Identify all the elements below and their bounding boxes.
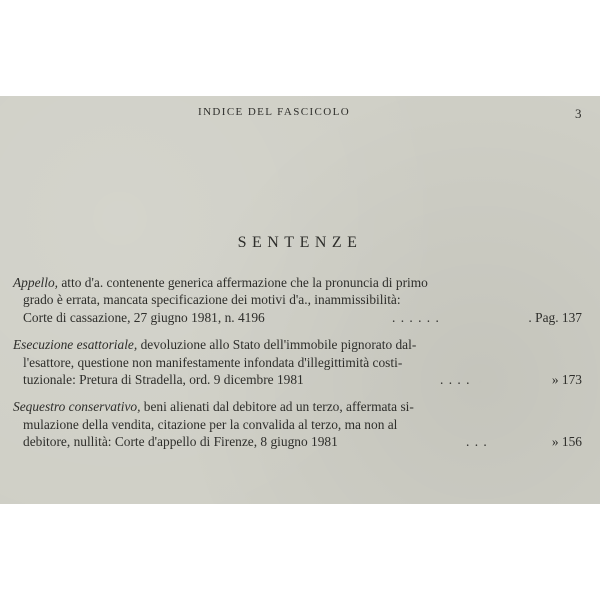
- index-entries: [0, 274, 600, 461]
- running-title: INDICE DEL FASCICOLO: [198, 106, 351, 118]
- entry-text: devoluzione allo Stato dell'immobile pignorato dal-: [137, 337, 417, 353]
- entry-source-line: [0, 433, 600, 450]
- entry-line: [0, 398, 600, 415]
- leader-dots: . . .: [466, 434, 488, 450]
- entry-text: beni alienati dal debitore ad un terzo, affermata si-: [140, 399, 414, 415]
- entry-page-ref: » 173: [551, 371, 582, 387]
- entry-page-ref: » 156: [551, 434, 582, 450]
- entry-source-line: [0, 309, 600, 326]
- page-number: 3: [575, 106, 582, 121]
- leader-dots: . . . .: [440, 371, 471, 387]
- entry-text: mulazione della vendita, citazione per la convalida al terzo, ma non al: [23, 416, 398, 432]
- entry-source: debitore, nullità: Corte d'appello di Firenze, 8 giugno 1981: [23, 434, 338, 450]
- entry-line: [0, 354, 600, 371]
- entry-line: [0, 274, 600, 291]
- entry-subject: Esecuzione esattoriale,: [13, 337, 138, 353]
- entry-text: grado è errata, mancata specificazione dei motivi d'a., inammissibilità:: [23, 292, 401, 308]
- index-entry: [0, 336, 600, 388]
- index-entry: [0, 274, 600, 326]
- running-header: [0, 106, 600, 126]
- entry-subject: Sequestro conservativo,: [13, 399, 141, 415]
- section-heading: SENTENZE: [237, 234, 363, 251]
- entry-line: [0, 291, 600, 308]
- entry-source: tuzionale: Pretura di Stradella, ord. 9 dicembre 1981: [23, 371, 304, 387]
- leader-dots: . . . . . .: [392, 309, 440, 325]
- entry-page-ref: . Pag. 137: [528, 309, 582, 325]
- entry-line: [0, 416, 600, 433]
- entry-text: l'esattore, questione non manifestamente infondata d'illegittimità costi-: [23, 354, 403, 370]
- entry-source-line: [0, 371, 600, 388]
- book-page: [0, 96, 600, 504]
- entry-text: atto d'a. contenente generica affermazione che la pronuncia di primo: [58, 275, 428, 290]
- entry-line: [0, 336, 600, 353]
- entry-source: Corte di cassazione, 27 giugno 1981, n. 4196: [23, 309, 265, 325]
- entry-subject: Appello,: [13, 275, 58, 290]
- index-entry: [0, 398, 600, 450]
